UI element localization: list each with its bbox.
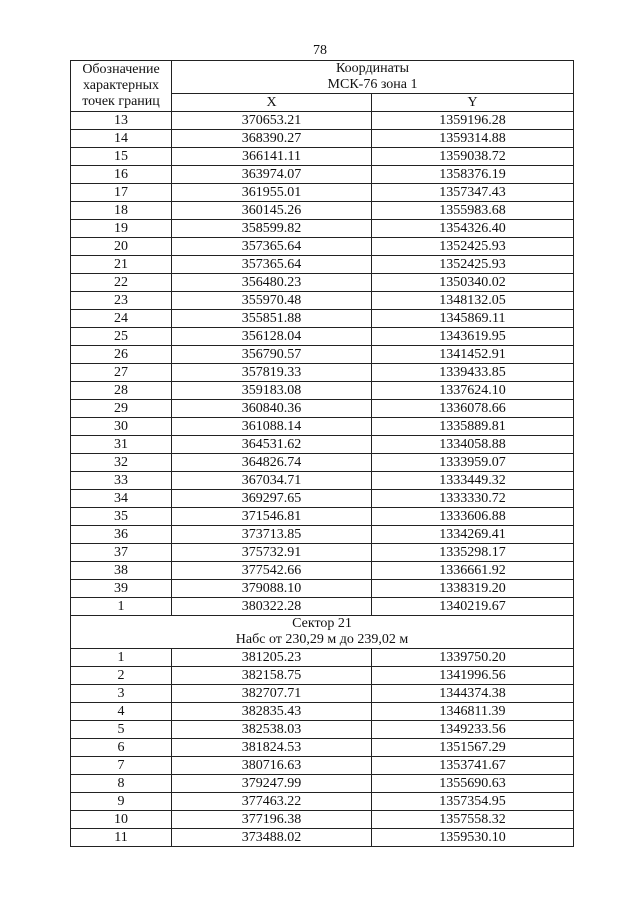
x-coordinate-cell: 382158.75 xyxy=(172,667,372,685)
coordinates-title: Координаты xyxy=(336,61,409,76)
y-coordinate-cell: 1350340.02 xyxy=(372,274,574,292)
point-number-cell: 2 xyxy=(71,667,172,685)
x-coordinate-cell: 356128.04 xyxy=(172,328,372,346)
x-column-header: X xyxy=(172,94,372,112)
point-number-cell: 39 xyxy=(71,580,172,598)
coordinates-table-body xyxy=(71,61,574,847)
table-row xyxy=(71,400,574,418)
y-coordinate-cell: 1359314.88 xyxy=(372,130,574,148)
x-coordinate-cell: 381205.23 xyxy=(172,649,372,667)
y-coordinate-cell: 1345869.11 xyxy=(372,310,574,328)
header-line: точек границ xyxy=(82,94,160,109)
x-coordinate-cell: 361955.01 xyxy=(172,184,372,202)
x-coordinate-cell: 360145.26 xyxy=(172,202,372,220)
y-coordinate-cell: 1338319.20 xyxy=(372,580,574,598)
y-coordinate-cell: 1351567.29 xyxy=(372,739,574,757)
x-coordinate-cell: 364826.74 xyxy=(172,454,372,472)
table-row xyxy=(71,418,574,436)
x-coordinate-cell: 373488.02 xyxy=(172,829,372,847)
x-coordinate-cell: 379088.10 xyxy=(172,580,372,598)
sector-height-range: Набс от 230,29 м до 239,02 м xyxy=(235,632,409,647)
x-coordinate-cell: 382707.71 xyxy=(172,685,372,703)
table-row xyxy=(71,793,574,811)
x-coordinate-cell: 377463.22 xyxy=(172,793,372,811)
y-coordinate-cell: 1359196.28 xyxy=(372,112,574,130)
y-coordinate-cell: 1337624.10 xyxy=(372,382,574,400)
y-coordinate-cell: 1335889.81 xyxy=(372,418,574,436)
x-coordinate-cell: 357365.64 xyxy=(172,238,372,256)
point-number-cell: 35 xyxy=(71,508,172,526)
table-row xyxy=(71,292,574,310)
point-number-cell: 21 xyxy=(71,256,172,274)
point-number-cell: 4 xyxy=(71,703,172,721)
x-coordinate-cell: 358599.82 xyxy=(172,220,372,238)
table-row xyxy=(71,310,574,328)
table-row xyxy=(71,472,574,490)
point-number-cell: 25 xyxy=(71,328,172,346)
point-number-cell: 22 xyxy=(71,274,172,292)
x-coordinate-cell: 382538.03 xyxy=(172,721,372,739)
y-coordinate-cell: 1355983.68 xyxy=(372,202,574,220)
y-coordinate-cell: 1334269.41 xyxy=(372,526,574,544)
coordinates-header xyxy=(172,61,574,94)
point-number-cell: 7 xyxy=(71,757,172,775)
table-row xyxy=(71,148,574,166)
point-number-cell: 18 xyxy=(71,202,172,220)
table-row xyxy=(71,580,574,598)
y-coordinate-cell: 1352425.93 xyxy=(372,256,574,274)
x-coordinate-cell: 380716.63 xyxy=(172,757,372,775)
y-coordinate-cell: 1353741.67 xyxy=(372,757,574,775)
point-number-cell: 3 xyxy=(71,685,172,703)
y-coordinate-cell: 1333959.07 xyxy=(372,454,574,472)
table-row xyxy=(71,364,574,382)
point-number-cell: 38 xyxy=(71,562,172,580)
x-coordinate-cell: 382835.43 xyxy=(172,703,372,721)
table-row xyxy=(71,544,574,562)
x-coordinate-cell: 377196.38 xyxy=(172,811,372,829)
y-column-header: Y xyxy=(372,94,574,112)
point-number-cell: 17 xyxy=(71,184,172,202)
y-coordinate-cell: 1359530.10 xyxy=(372,829,574,847)
table-row xyxy=(71,130,574,148)
y-coordinate-cell: 1359038.72 xyxy=(372,148,574,166)
table-row xyxy=(71,454,574,472)
table-row xyxy=(71,220,574,238)
point-number-cell: 9 xyxy=(71,793,172,811)
y-coordinate-cell: 1333449.32 xyxy=(372,472,574,490)
y-coordinate-cell: 1358376.19 xyxy=(372,166,574,184)
point-number-cell: 11 xyxy=(71,829,172,847)
table-row xyxy=(71,436,574,454)
table-row xyxy=(71,256,574,274)
y-coordinate-cell: 1348132.05 xyxy=(372,292,574,310)
point-number-cell: 24 xyxy=(71,310,172,328)
sector-title: Сектор 21 xyxy=(292,616,352,631)
y-coordinate-cell: 1339750.20 xyxy=(372,649,574,667)
point-number-cell: 1 xyxy=(71,649,172,667)
table-row xyxy=(71,490,574,508)
point-number-cell: 15 xyxy=(71,148,172,166)
x-coordinate-cell: 377542.66 xyxy=(172,562,372,580)
x-coordinate-cell: 373713.85 xyxy=(172,526,372,544)
y-coordinate-cell: 1344374.38 xyxy=(372,685,574,703)
x-coordinate-cell: 364531.62 xyxy=(172,436,372,454)
x-coordinate-cell: 366141.11 xyxy=(172,148,372,166)
point-number-cell: 36 xyxy=(71,526,172,544)
header-line: Обозначение xyxy=(82,62,160,77)
table-row xyxy=(71,685,574,703)
y-coordinate-cell: 1346811.39 xyxy=(372,703,574,721)
point-number-cell: 14 xyxy=(71,130,172,148)
x-coordinate-cell: 355970.48 xyxy=(172,292,372,310)
x-coordinate-cell: 361088.14 xyxy=(172,418,372,436)
table-row xyxy=(71,775,574,793)
y-coordinate-cell: 1339433.85 xyxy=(372,364,574,382)
y-coordinate-cell: 1334058.88 xyxy=(372,436,574,454)
table-row xyxy=(71,202,574,220)
point-number-cell: 26 xyxy=(71,346,172,364)
coordinates-table xyxy=(70,60,574,847)
y-coordinate-cell: 1343619.95 xyxy=(372,328,574,346)
x-coordinate-cell: 368390.27 xyxy=(172,130,372,148)
point-number-cell: 29 xyxy=(71,400,172,418)
y-coordinate-cell: 1335298.17 xyxy=(372,544,574,562)
y-coordinate-cell: 1357558.32 xyxy=(372,811,574,829)
x-coordinate-cell: 356480.23 xyxy=(172,274,372,292)
table-row xyxy=(71,721,574,739)
sector-header-cell xyxy=(71,616,574,649)
y-coordinate-cell: 1357354.95 xyxy=(372,793,574,811)
table-row xyxy=(71,526,574,544)
point-number-cell: 34 xyxy=(71,490,172,508)
y-coordinate-cell: 1354326.40 xyxy=(372,220,574,238)
x-coordinate-cell: 359183.08 xyxy=(172,382,372,400)
table-row xyxy=(71,238,574,256)
table-row xyxy=(71,508,574,526)
x-coordinate-cell: 355851.88 xyxy=(172,310,372,328)
table-row xyxy=(71,382,574,400)
x-coordinate-cell: 370653.21 xyxy=(172,112,372,130)
point-number-cell: 13 xyxy=(71,112,172,130)
point-number-cell: 5 xyxy=(71,721,172,739)
table-row xyxy=(71,667,574,685)
x-coordinate-cell: 380322.28 xyxy=(172,598,372,616)
x-coordinate-cell: 367034.71 xyxy=(172,472,372,490)
point-number-cell: 16 xyxy=(71,166,172,184)
table-row xyxy=(71,811,574,829)
x-coordinate-cell: 381824.53 xyxy=(172,739,372,757)
point-number-cell: 28 xyxy=(71,382,172,400)
page-number: 78 xyxy=(313,43,327,58)
point-number-cell: 6 xyxy=(71,739,172,757)
x-coordinate-cell: 360840.36 xyxy=(172,400,372,418)
table-row xyxy=(71,757,574,775)
y-coordinate-cell: 1340219.67 xyxy=(372,598,574,616)
y-coordinate-cell: 1336661.92 xyxy=(372,562,574,580)
x-coordinate-cell: 356790.57 xyxy=(172,346,372,364)
y-coordinate-cell: 1352425.93 xyxy=(372,238,574,256)
y-coordinate-cell: 1349233.56 xyxy=(372,721,574,739)
x-coordinate-cell: 371546.81 xyxy=(172,508,372,526)
x-coordinate-cell: 379247.99 xyxy=(172,775,372,793)
point-number-cell: 31 xyxy=(71,436,172,454)
x-coordinate-cell: 369297.65 xyxy=(172,490,372,508)
y-coordinate-cell: 1341452.91 xyxy=(372,346,574,364)
point-number-cell: 30 xyxy=(71,418,172,436)
point-number-cell: 8 xyxy=(71,775,172,793)
table-row xyxy=(71,829,574,847)
point-number-cell: 33 xyxy=(71,472,172,490)
sector-header-row xyxy=(71,616,574,649)
table-row xyxy=(71,562,574,580)
table-row xyxy=(71,346,574,364)
table-row xyxy=(71,739,574,757)
table-row xyxy=(71,166,574,184)
point-number-cell: 27 xyxy=(71,364,172,382)
x-coordinate-cell: 357365.64 xyxy=(172,256,372,274)
y-coordinate-cell: 1355690.63 xyxy=(372,775,574,793)
x-coordinate-cell: 363974.07 xyxy=(172,166,372,184)
table-row xyxy=(71,112,574,130)
point-number-cell: 23 xyxy=(71,292,172,310)
coordinate-system-label: МСК-76 зона 1 xyxy=(327,77,418,92)
table-row xyxy=(71,598,574,616)
x-coordinate-cell: 357819.33 xyxy=(172,364,372,382)
y-coordinate-cell: 1336078.66 xyxy=(372,400,574,418)
point-number-cell: 10 xyxy=(71,811,172,829)
point-number-cell: 19 xyxy=(71,220,172,238)
y-coordinate-cell: 1333606.88 xyxy=(372,508,574,526)
y-coordinate-cell: 1341996.56 xyxy=(372,667,574,685)
table-row xyxy=(71,184,574,202)
point-number-cell: 32 xyxy=(71,454,172,472)
point-number-cell: 37 xyxy=(71,544,172,562)
point-designation-header xyxy=(71,61,172,112)
header-line: характерных xyxy=(82,78,160,93)
y-coordinate-cell: 1333330.72 xyxy=(372,490,574,508)
table-row xyxy=(71,328,574,346)
table-row xyxy=(71,649,574,667)
table-row xyxy=(71,274,574,292)
point-number-cell: 1 xyxy=(71,598,172,616)
table-row xyxy=(71,703,574,721)
x-coordinate-cell: 375732.91 xyxy=(172,544,372,562)
point-number-cell: 20 xyxy=(71,238,172,256)
y-coordinate-cell: 1357347.43 xyxy=(372,184,574,202)
